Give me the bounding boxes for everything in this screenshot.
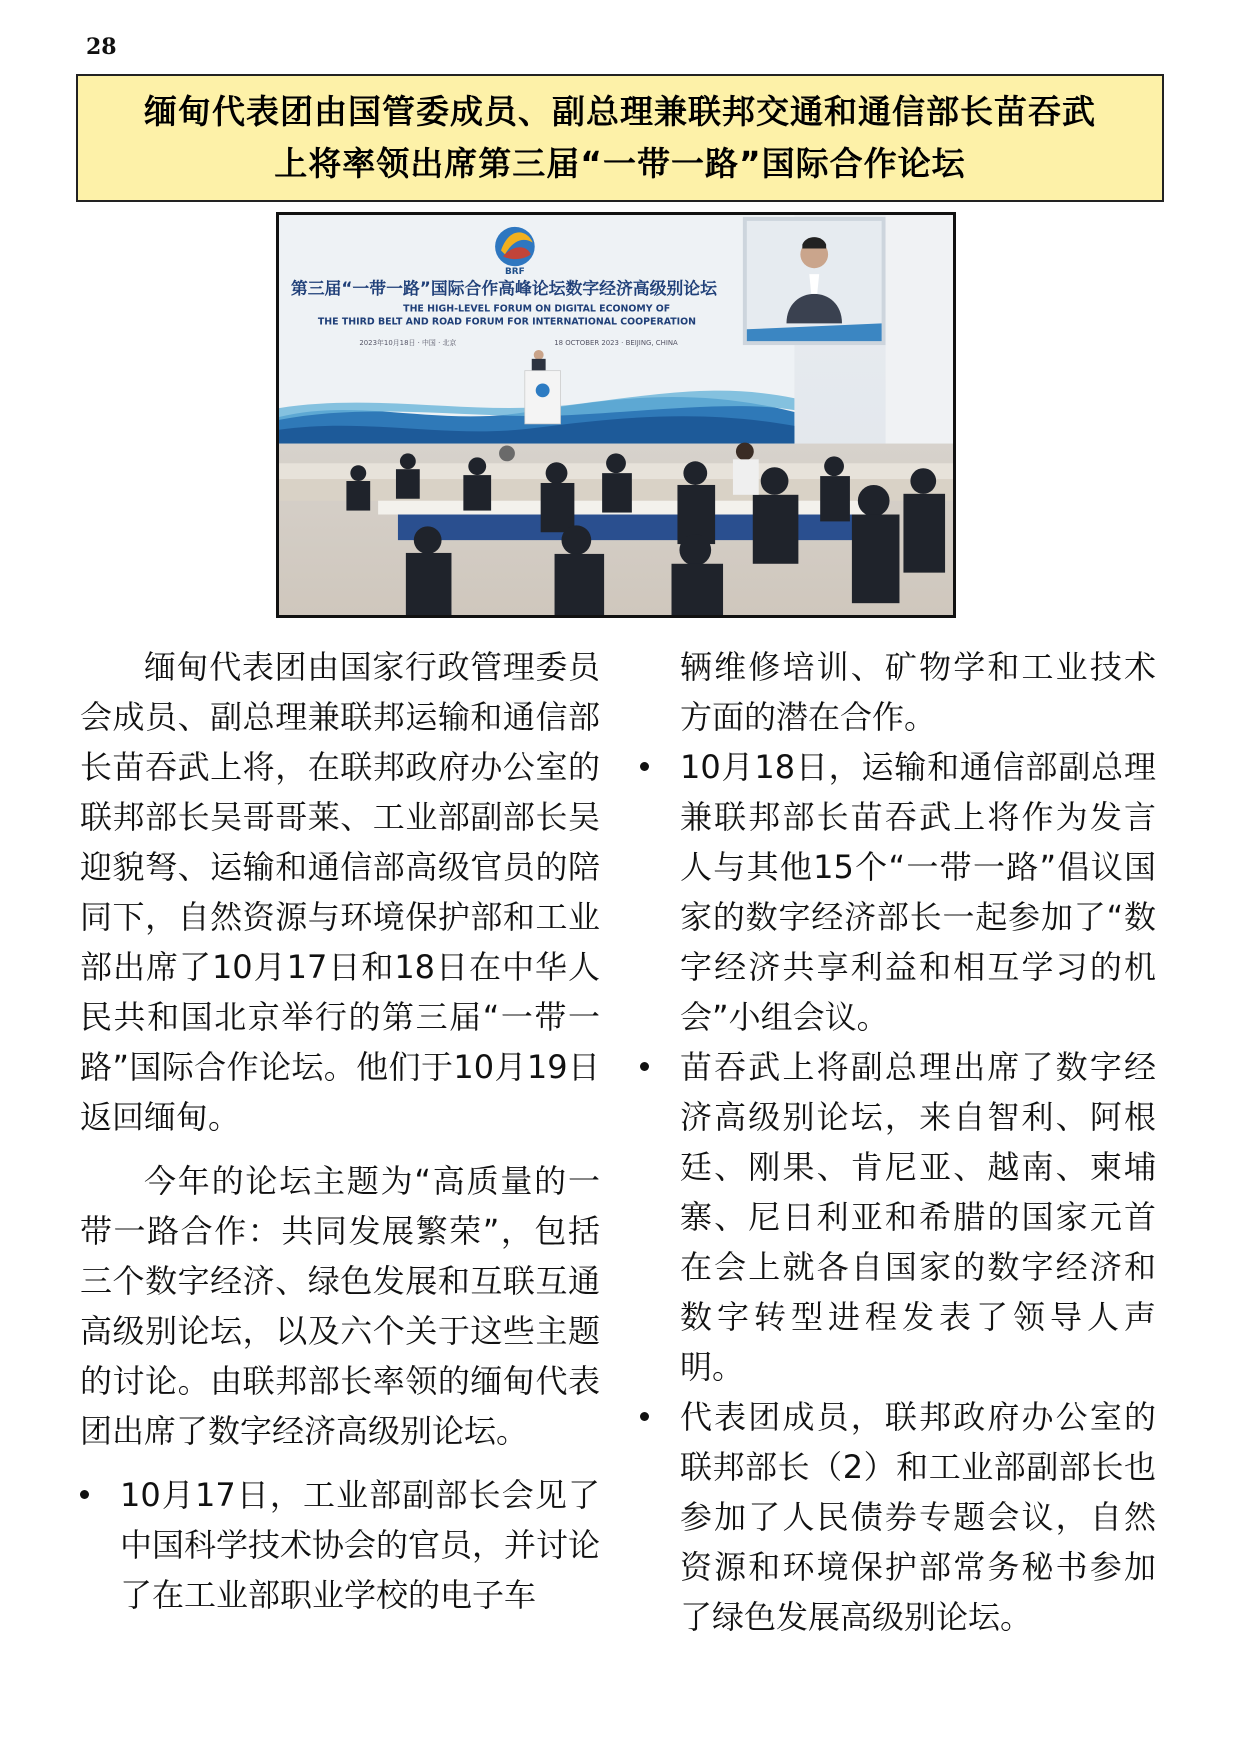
bullet-item-oct18 [640, 742, 1156, 1042]
paragraph-forum-theme: 今年的论坛主题为“高质量的一带一路合作：共同发展繁荣”，包括三个数字经济、绿色发展和互联互通高级别论坛，以及六个关于这些主题的讨论。由联邦部长率领的缅甸代表团出席了数字经济高级别论坛。 [80, 1162, 600, 1450]
bullet-text-delegation-members: 代表团成员，联邦政府办公室的联邦部长（2）和工业部副部长也参加了人民债券专题会议，自然资源和环境保护部常务秘书参加了绿色发展高级别论坛。 [680, 1398, 1156, 1636]
article-title-line-1: 缅甸代表团由国管委成员、副总理兼联邦交通和通信部长苗吞武 [144, 92, 1096, 131]
banner-chinese-title: 第三届“一带一路”国际合作高峰论坛数字经济高级别论坛 [290, 277, 717, 298]
page-number: 28 [86, 34, 117, 60]
logo-text: BRF [505, 267, 525, 278]
bullet-text-oct18: 10月18日，运输和通信部副总理兼联邦部长苗吞武上将作为发言人与其他15个“一带一路”倡议国家的数字经济部长一起参加了“数字经济共享利益和相互学习的机会”小组会议。 [680, 748, 1156, 1036]
article-title-line-2: 上将率领出席第三届“一带一路”国际合作论坛 [274, 144, 966, 183]
bullet-text-oct17: 10月17日，工业部副部长会见了中国科学技术协会的官员，并讨论了在工业部职业学校的电子车 [120, 1476, 601, 1614]
article-title-box [76, 74, 1164, 202]
bullet-continuation-oct17: 辆维修培训、矿物学和工业技术方面的潜在合作。 [680, 648, 1156, 736]
forum-photo-illustration [279, 215, 953, 615]
bullet-item-digital-economy-forum [640, 1042, 1156, 1392]
bullet-item-oct17 [80, 1470, 600, 1620]
banner-date-english: 18 OCTOBER 2023 · BEIJING, CHINA [554, 339, 678, 348]
banner-date-chinese: 2023年10月18日 · 中国 · 北京 [359, 339, 457, 348]
right-text-column [640, 642, 1156, 1642]
left-text-column [80, 642, 600, 1620]
bullet-dot-icon [640, 762, 649, 771]
video-screen [743, 217, 886, 345]
forum-photo [276, 212, 956, 618]
bullet-dot-icon [640, 1062, 649, 1071]
bullet-text-digital-economy-forum: 苗吞武上将副总理出席了数字经济高级别论坛，来自智利、阿根廷、刚果、肯尼亚、越南、柬埔寨、尼日利亚和希腊的国家元首在会上就各自国家的数字经济和数字转型进程发表了领导人声明。 [680, 1048, 1156, 1386]
bullet-dot-icon [640, 1412, 649, 1421]
banner-english-line-2: THE THIRD BELT AND ROAD FORUM FOR INTERNATIONAL COOPERATION [317, 316, 697, 328]
banner-english-line-1: THE HIGH-LEVEL FORUM ON DIGITAL ECONOMY OF [403, 303, 671, 315]
bullet-item-delegation-members [640, 1392, 1156, 1642]
paragraph-delegation: 缅甸代表团由国家行政管理委员会成员、副总理兼联邦运输和通信部长苗吞武上将，在联邦政府办公室的联邦部长吴哥哥莱、工业部副部长吴迎貌弩、运输和通信部高级官员的陪同下，自然资源与环境保护部和工业部出席了10月17日和18日在中华人民共和国北京举行的第三届“一带一路”国际合作论坛。他们于10月19日返回缅甸。 [80, 648, 600, 1136]
bullet-dot-icon [80, 1490, 89, 1499]
